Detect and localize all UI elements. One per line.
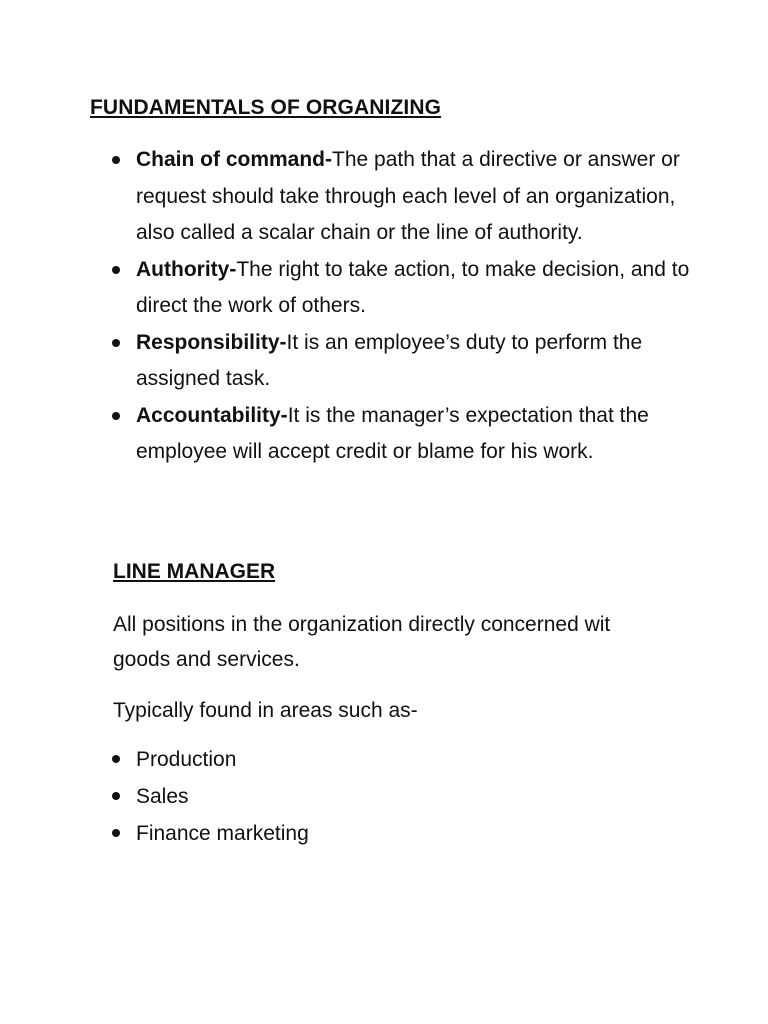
list-item bbox=[112, 741, 309, 778]
definition-text: It is an employee’s duty to perform the assigned task. bbox=[136, 330, 643, 390]
definition-text: The right to take action, to make decision, and to direct the work of others. bbox=[136, 257, 690, 317]
definition-item bbox=[112, 325, 692, 398]
page-title: FUNDAMENTALS OF ORGANIZING bbox=[90, 96, 442, 119]
definition-term: Chain of command- bbox=[136, 148, 333, 171]
definition-text: It is the manager’s expectation that the employee will accept credit or blame for his work. bbox=[136, 403, 649, 463]
definition-item bbox=[112, 398, 692, 471]
definition-item bbox=[112, 142, 692, 252]
bullet-icon bbox=[112, 829, 120, 837]
paragraph-line: goods and services. bbox=[113, 648, 300, 671]
bullet-icon bbox=[112, 792, 120, 800]
list-item-label: Finance marketing bbox=[136, 822, 309, 845]
definition-term: Responsibility- bbox=[136, 330, 287, 354]
list-item bbox=[112, 778, 309, 815]
areas-list bbox=[112, 741, 309, 852]
bullet-icon bbox=[112, 412, 120, 420]
list-item-label: Production bbox=[136, 748, 237, 771]
definition-term: Accountability- bbox=[136, 403, 288, 427]
lead-in-text: Typically found in areas such as- bbox=[113, 699, 418, 722]
bullet-icon bbox=[112, 266, 120, 274]
list-item bbox=[112, 815, 309, 852]
section-paragraph bbox=[113, 607, 610, 677]
bullet-icon bbox=[112, 755, 120, 763]
bullet-icon bbox=[112, 339, 120, 347]
definition-term: Authority- bbox=[136, 257, 237, 281]
bullet-icon bbox=[112, 156, 120, 164]
definition-text: The path that a directive or answer or request should take through each level of an organization, also called a scalar chain or the line of authority. bbox=[136, 148, 680, 244]
definition-item bbox=[112, 252, 692, 325]
list-item-label: Sales bbox=[136, 785, 189, 808]
section-heading: LINE MANAGER bbox=[113, 560, 276, 583]
definition-list bbox=[112, 142, 692, 471]
paragraph-line: All positions in the organization directly concerned wit bbox=[113, 613, 611, 636]
